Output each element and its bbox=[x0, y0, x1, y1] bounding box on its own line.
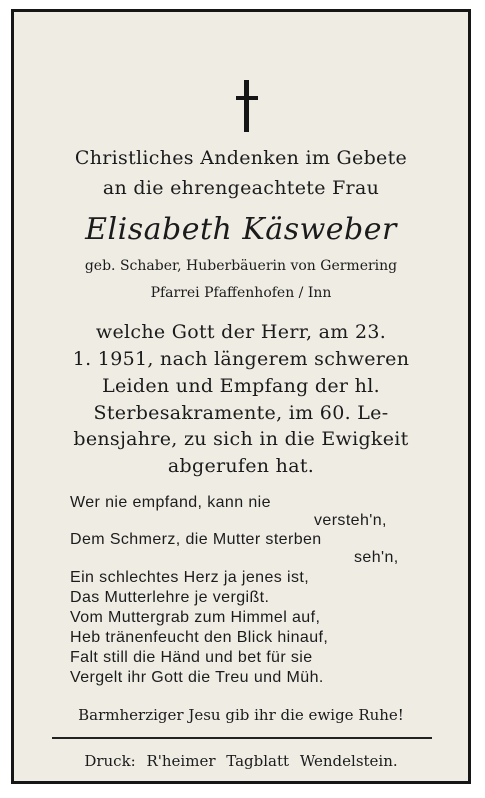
divider bbox=[52, 737, 432, 739]
heading-line-2: an die ehrengeachtete Frau bbox=[102, 177, 380, 199]
poem-line-4: seh'n, bbox=[354, 549, 399, 566]
poem-line-2: versteh'n, bbox=[314, 512, 387, 529]
body-line-4: Sterbesakramente, im 60. Le- bbox=[93, 402, 389, 424]
body-line-5: bensjahre, zu sich in die Ewigkeit bbox=[73, 428, 409, 450]
body-line-1: welche Gott der Herr, am 23. bbox=[95, 321, 387, 343]
body-line-6: abgerufen hat. bbox=[167, 455, 315, 477]
poem-line-8: Heb tränenfeucht den Blick hinauf, bbox=[70, 629, 329, 646]
poem-line-5: Ein schlechtes Herz ja jenes ist, bbox=[70, 569, 310, 586]
printer-line: Druck: R'heimer Tagblatt Wendelstein. bbox=[84, 752, 398, 770]
heading-line-1: Christliches Andenken im Gebete bbox=[74, 147, 408, 169]
detail-line-2: Pfarrei Pfaffenhofen / Inn bbox=[150, 285, 332, 301]
closing-prayer: Barmherziger Jesu gib ihr die ewige Ruhe! bbox=[78, 706, 404, 724]
memorial-card bbox=[14, 12, 468, 781]
poem-line-9: Falt still die Händ und bet für sie bbox=[70, 649, 313, 666]
poem-line-6: Das Mutterlehre je vergißt. bbox=[70, 589, 270, 606]
poem-line-3: Dem Schmerz, die Mutter sterben bbox=[70, 531, 322, 548]
poem-line-1: Wer nie empfand, kann nie bbox=[70, 494, 271, 511]
detail-line-1: geb. Schaber, Huberbäuerin von Germering bbox=[84, 258, 398, 274]
poem-line-10: Vergelt ihr Gott die Treu und Müh. bbox=[70, 669, 324, 686]
poem-line-7: Vom Muttergrab zum Himmel auf, bbox=[70, 609, 321, 626]
deceased-name: Elisabeth Käsweber bbox=[85, 212, 397, 247]
body-line-3: Leiden und Empfang der hl. bbox=[102, 375, 380, 397]
body-line-2: 1. 1951, nach längerem schweren bbox=[72, 348, 410, 370]
cross-icon bbox=[236, 80, 258, 132]
